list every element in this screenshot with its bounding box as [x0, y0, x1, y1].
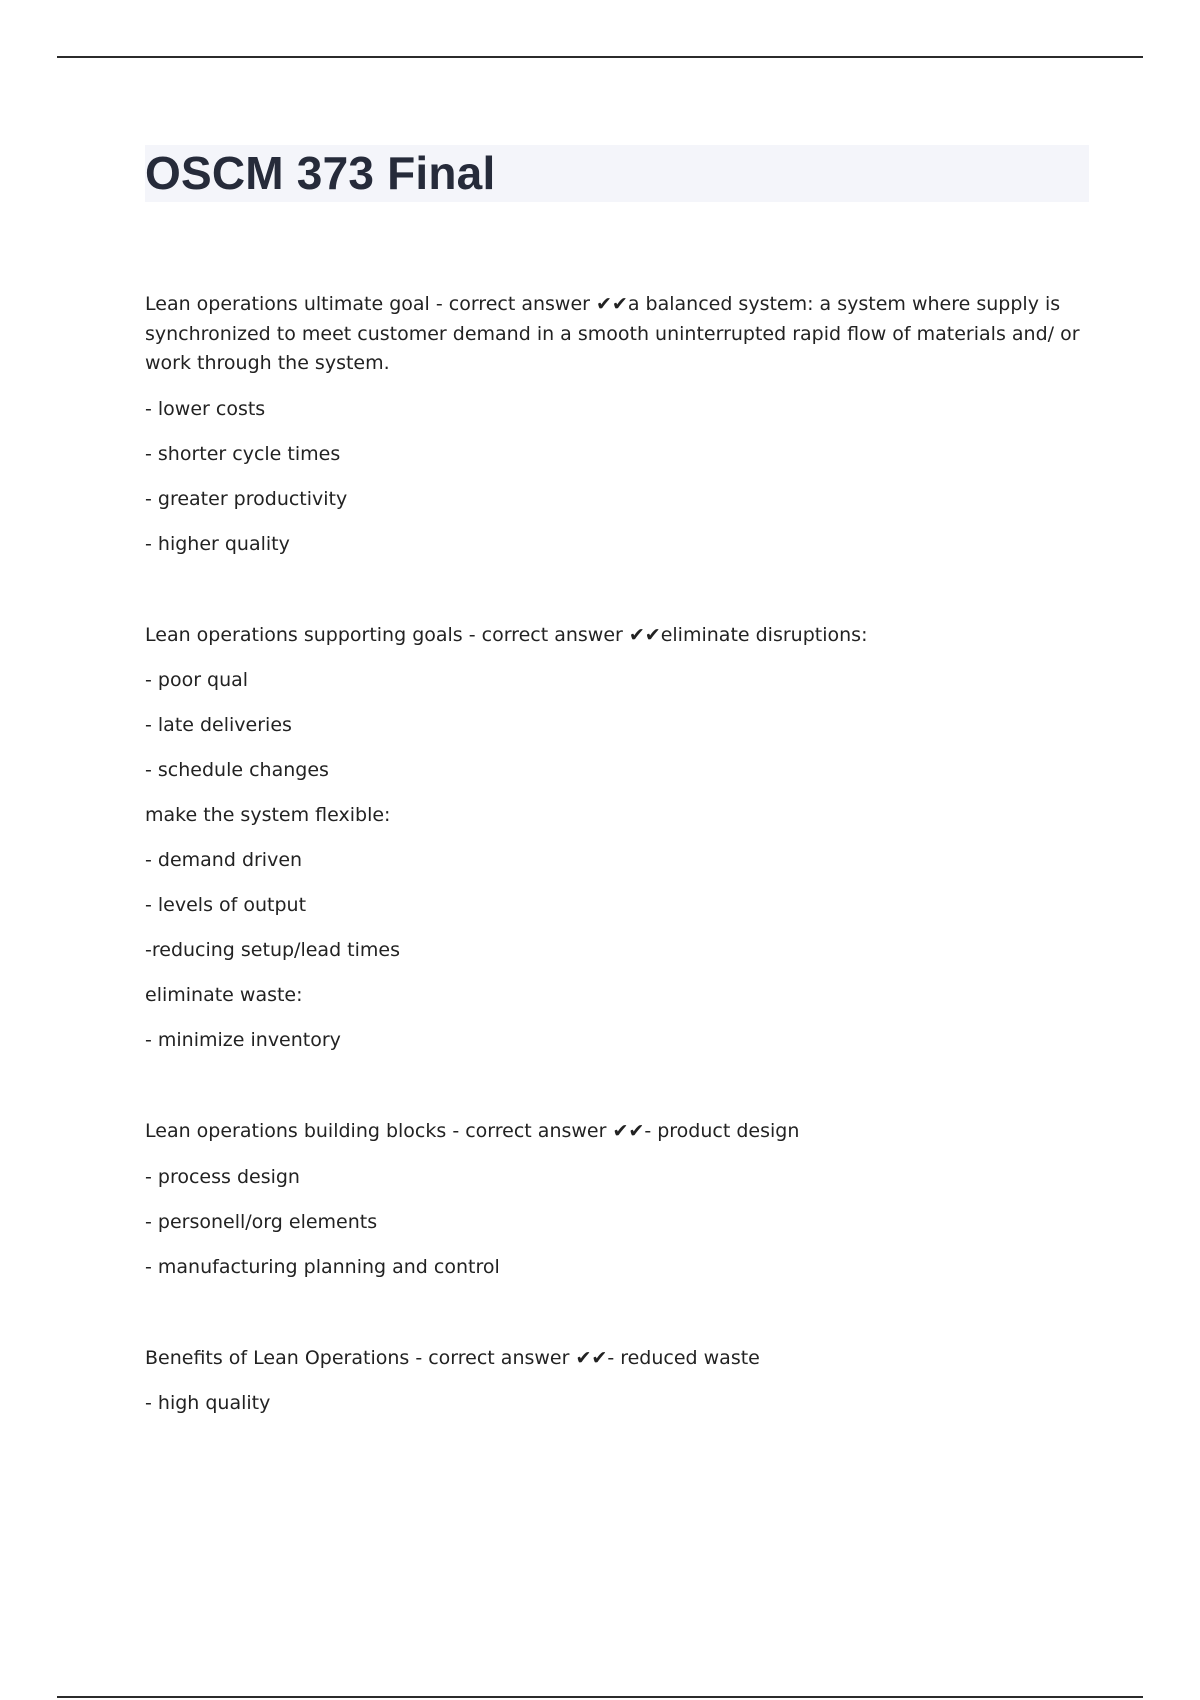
answer-text: - reduced waste	[607, 1346, 760, 1369]
answer-line: make the system flexible:	[145, 804, 391, 826]
answer-separator: - correct answer ✔✔	[462, 623, 661, 646]
qa-block	[145, 290, 1085, 559]
answer-line: - process design	[145, 1165, 300, 1188]
document-body	[145, 290, 1085, 1480]
answer-line: eliminate waste:	[145, 984, 303, 1006]
qa-block	[145, 1117, 1085, 1282]
footer-rule	[57, 1696, 1143, 1698]
document-title: OSCM 373 Final	[145, 147, 496, 199]
answer-line: - shorter cycle times	[145, 442, 341, 465]
answer-text: a balanced system: a system where supply is synchronized to meet customer demand in a smooth uninterrupted rapid flow of materials and/ or work through the system.	[145, 293, 1080, 374]
qa-block	[145, 621, 1085, 1056]
answer-text: - product design	[644, 1120, 800, 1142]
qa-lead	[145, 1344, 1085, 1374]
answer-line: -reducing setup/lead times	[145, 939, 400, 961]
answer-line: - levels of output	[145, 894, 307, 916]
answer-line: - manufacturing planning and control	[145, 1255, 500, 1278]
answer-line: - demand driven	[145, 849, 303, 871]
answer-line: - minimize inventory	[145, 1029, 341, 1051]
question-text: Lean operations ultimate goal	[145, 293, 430, 315]
qa-block	[145, 1344, 1085, 1419]
question-text: Lean operations building blocks	[145, 1120, 447, 1142]
answer-line: - schedule changes	[145, 759, 329, 781]
answer-line: - late deliveries	[145, 714, 292, 736]
answer-line: - personell/org elements	[145, 1210, 378, 1233]
answer-separator: - correct answer ✔✔	[409, 1346, 608, 1369]
answer-line: - higher quality	[145, 532, 290, 555]
qa-lead	[145, 1117, 1085, 1147]
qa-lead	[145, 621, 1085, 651]
answer-line: - high quality	[145, 1392, 271, 1414]
question-text: Benefits of Lean Operations	[145, 1346, 410, 1369]
answer-separator: - correct answer ✔✔	[446, 1120, 645, 1142]
answer-separator: - correct answer ✔✔	[429, 293, 628, 315]
header-rule	[57, 56, 1143, 58]
answer-line: - poor qual	[145, 669, 249, 691]
qa-lead	[145, 290, 1085, 379]
answer-line: - greater productivity	[145, 487, 348, 510]
answer-line: - lower costs	[145, 397, 266, 420]
question-text: Lean operations supporting goals	[145, 623, 463, 646]
answer-text: eliminate disruptions:	[660, 623, 868, 646]
